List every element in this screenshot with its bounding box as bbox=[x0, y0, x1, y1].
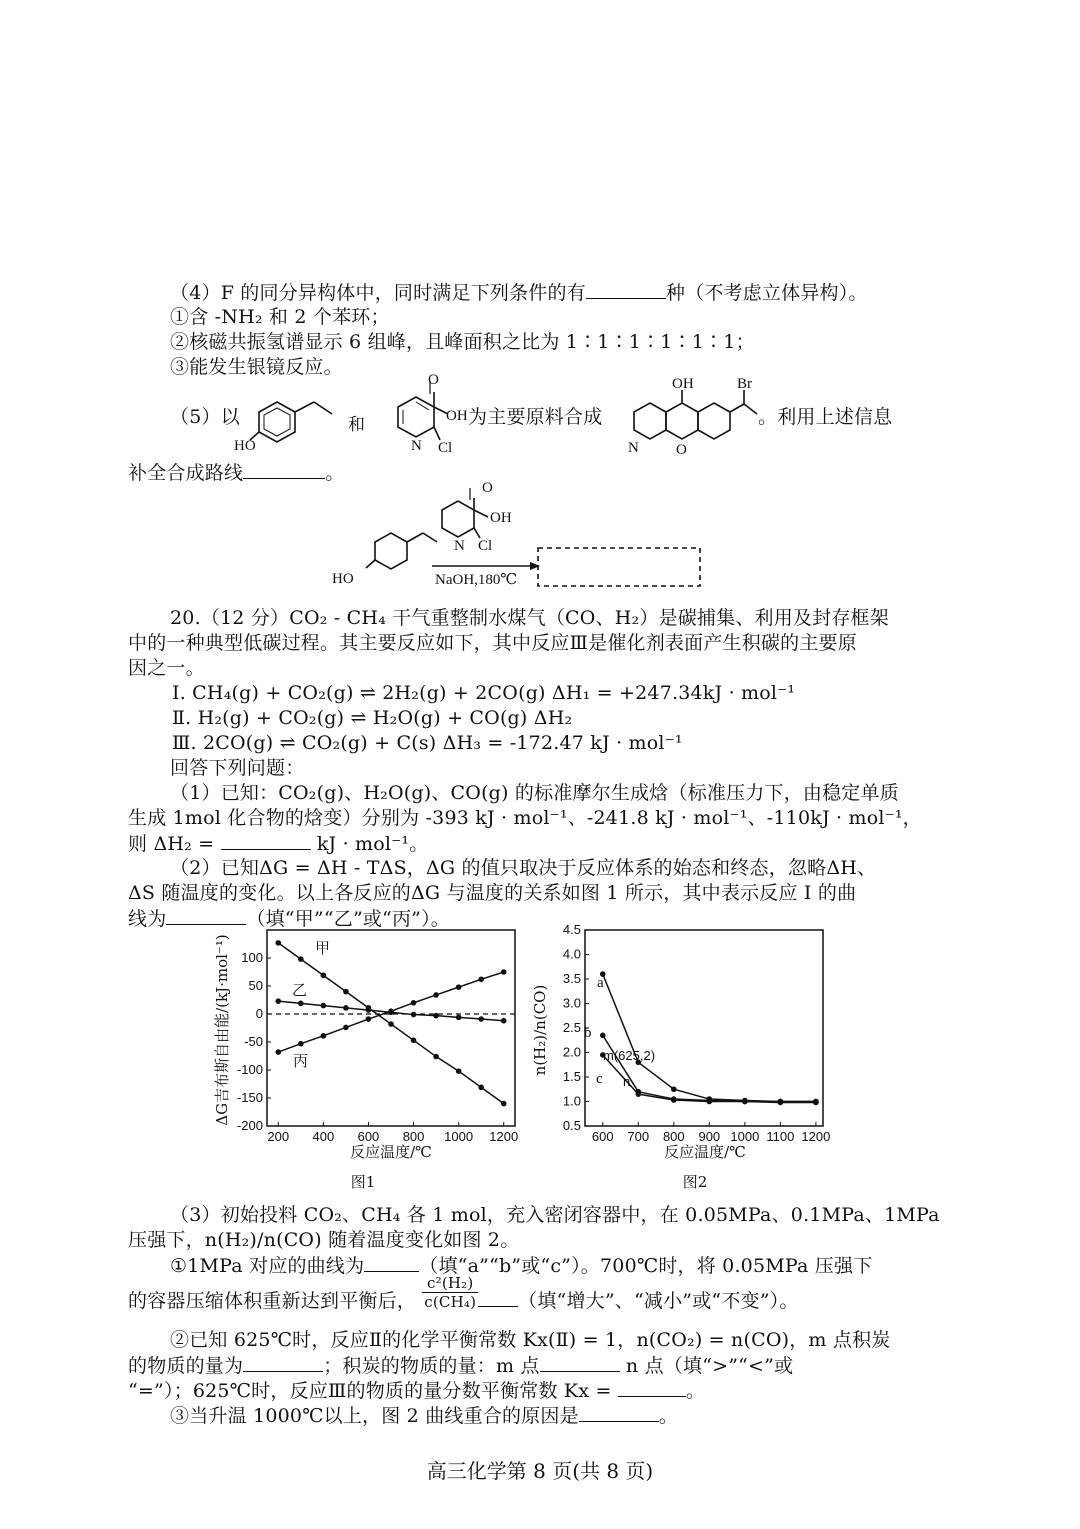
data-point-乙 bbox=[343, 1005, 349, 1011]
data-point-甲 bbox=[433, 1054, 439, 1060]
data-point-丙 bbox=[456, 984, 462, 990]
data-point-c bbox=[813, 1100, 819, 1106]
x-tick-label: 1000 bbox=[730, 1129, 760, 1144]
x-tick-label: 1200 bbox=[801, 1129, 831, 1144]
data-point-甲 bbox=[388, 1021, 394, 1027]
q4-condition-2: ②核磁共振氢谱显示 6 组峰，且峰面积之比为 1∶1∶1∶1∶1∶1； bbox=[170, 331, 755, 353]
atom-br: Br bbox=[737, 376, 752, 392]
data-point-乙 bbox=[321, 1003, 327, 1009]
data-point-乙 bbox=[501, 1018, 507, 1024]
data-point-甲 bbox=[478, 1085, 484, 1091]
fig1-title: 图1 bbox=[350, 1173, 376, 1191]
scheme-atom-n: N bbox=[454, 538, 465, 554]
answer-prompt: 回答下列问题： bbox=[170, 757, 305, 779]
q5-tail: 。利用上述信息 bbox=[758, 406, 893, 428]
y-tick-label: 2.0 bbox=[562, 1044, 581, 1060]
q4-condition-3: ③能发生银镜反应。 bbox=[170, 356, 343, 378]
y-tick-label: 3.5 bbox=[562, 971, 581, 986]
y-tick-label: -50 bbox=[244, 1034, 263, 1049]
data-point-c bbox=[707, 1099, 713, 1105]
fig1-frame bbox=[267, 930, 515, 1126]
q5-and: 和 bbox=[348, 415, 366, 435]
atom-n: N bbox=[411, 438, 422, 454]
q5-line2: 补全合成路线 。 bbox=[128, 462, 345, 484]
data-point-c bbox=[778, 1100, 784, 1106]
data-point-丙 bbox=[478, 976, 484, 982]
reaction-conditions: NaOH,180℃ bbox=[435, 572, 518, 588]
x-tick-label: 1200 bbox=[489, 1129, 519, 1144]
y-tick-label: 1.0 bbox=[562, 1093, 581, 1109]
data-point-甲 bbox=[298, 956, 304, 962]
synthesis-route-scheme bbox=[330, 480, 710, 590]
data-point-乙 bbox=[275, 998, 281, 1004]
y-tick-label: 100 bbox=[241, 950, 263, 965]
fig2-frame bbox=[585, 930, 823, 1126]
concentration-fraction: $\frac{\text{c²(H₂)}}{\text{c(CH₄)}}$ bbox=[424, 1273, 477, 1311]
p3-line-4: 的容器压缩体积重新达到平衡后， $\frac{\text{c²(H₂)}}{\text{c(CH₄)}}$ （填“增大”、“减小”或“不变”）。 bbox=[128, 1273, 799, 1312]
p1-line-1: （1）已知：CO₂(g)、H₂O(g)、CO(g) 的标准摩尔生成焓（标准压力下，由稳定单质 bbox=[170, 782, 899, 804]
x-tick-label: 800 bbox=[662, 1129, 685, 1144]
y-tick-label: 3.0 bbox=[562, 995, 581, 1011]
y-tick-label: 0.5 bbox=[562, 1118, 581, 1133]
data-point-丙 bbox=[275, 1049, 281, 1055]
figure-2-chart bbox=[531, 922, 835, 1195]
series-label-a: a bbox=[597, 975, 604, 991]
data-point-丙 bbox=[321, 1033, 327, 1039]
q20-intro-3: 因之一。 bbox=[128, 657, 205, 679]
q5-prefix: （5）以 bbox=[170, 406, 240, 428]
q5-route-blank[interactable] bbox=[243, 460, 325, 479]
data-point-乙 bbox=[478, 1016, 484, 1022]
data-point-甲 bbox=[343, 989, 349, 995]
data-point-丙 bbox=[411, 1000, 417, 1006]
x-tick-label: 1000 bbox=[444, 1129, 474, 1144]
scheme-atom-o: O bbox=[482, 480, 493, 496]
x-tick-label: 600 bbox=[591, 1129, 614, 1144]
x-tick-label: 400 bbox=[312, 1129, 335, 1144]
data-point-甲 bbox=[321, 973, 327, 979]
fig1-ylabel: ΔG吉布斯自由能/(kJ·mol⁻¹) bbox=[213, 934, 231, 1126]
data-point-甲 bbox=[411, 1038, 417, 1044]
data-point-丙 bbox=[388, 1008, 394, 1014]
fig1-xlabel: 反应温度/℃ bbox=[350, 1143, 432, 1161]
y-tick-label: 2.5 bbox=[562, 1020, 581, 1035]
p2-line-3: 线为 （填“甲”“乙”或“丙”）。 bbox=[128, 908, 450, 930]
data-point-b bbox=[600, 1033, 606, 1039]
x-tick-label: 600 bbox=[357, 1129, 380, 1144]
structure-2-chloronicotinic-acid bbox=[368, 372, 478, 457]
structure-target-product bbox=[612, 372, 762, 462]
y-tick-label: 1.5 bbox=[562, 1069, 581, 1084]
y-tick-label: -200 bbox=[236, 1118, 263, 1133]
atom-ho: HO bbox=[234, 438, 256, 454]
data-point-甲 bbox=[501, 1101, 507, 1107]
p3-curve-blank[interactable] bbox=[364, 1253, 419, 1272]
figure-1-chart bbox=[205, 925, 525, 1195]
p3-compare-blank[interactable] bbox=[540, 1353, 620, 1372]
y-tick-label: 4.5 bbox=[562, 922, 581, 937]
series-line-b bbox=[603, 1035, 816, 1101]
reaction-2: Ⅱ. H₂(g) + CO₂(g) ⇌ H₂O(g) + CO(g) ΔH₂ bbox=[172, 707, 573, 729]
atom-cl: Cl bbox=[438, 440, 453, 456]
y-tick-label: -100 bbox=[236, 1062, 263, 1077]
atom-o: O bbox=[428, 372, 439, 388]
p1-line-3: 则 ΔH₂ = kJ · mol⁻¹。 bbox=[128, 833, 429, 855]
p3-line-1: （3）初始投料 CO₂、CH₄ 各 1 mol，充入密闭容器中，在 0.05MPa、0.1MPa、1MPa bbox=[170, 1204, 940, 1226]
y-tick-label: 4.0 bbox=[562, 946, 581, 962]
data-point-丙 bbox=[366, 1016, 372, 1022]
atom-o-ring: O bbox=[676, 442, 687, 458]
x-tick-label: 900 bbox=[698, 1129, 721, 1144]
p3-line-3: ①1MPa 对应的曲线为 （填“a”“b”或“c”）。700℃时，将 0.05MPa 压强下 bbox=[170, 1255, 873, 1277]
data-point-丙 bbox=[343, 1025, 349, 1031]
p3-fraction-blank[interactable] bbox=[478, 1288, 518, 1307]
data-point-乙 bbox=[433, 1013, 439, 1019]
annotation-1: n bbox=[623, 1074, 631, 1089]
q20-intro-2: 中的一种典型低碳过程。其主要反应如下，其中反应Ⅲ是催化剂表面产生积碳的主要原 bbox=[128, 632, 857, 654]
data-point-甲 bbox=[275, 940, 281, 946]
data-point-c bbox=[742, 1099, 748, 1105]
atom-oh-2: OH bbox=[672, 376, 694, 392]
data-point-丙 bbox=[501, 969, 507, 975]
page-footer: 高三化学第 8 页(共 8 页) bbox=[426, 1459, 654, 1483]
x-tick-label: 800 bbox=[402, 1129, 425, 1144]
data-point-乙 bbox=[456, 1015, 462, 1021]
scheme-atom-oh: OH bbox=[490, 510, 512, 526]
p3-reason-blank[interactable] bbox=[579, 1403, 659, 1422]
p2-line-1: （2）已知ΔG = ΔH - TΔS，ΔG 的值只取决于反应体系的始态和终态，忽略ΔH、 bbox=[170, 857, 877, 879]
fig2-ylabel: n(H₂)/n(CO) bbox=[531, 984, 549, 1076]
reaction-3: Ⅲ. 2CO(g) ⇌ CO₂(g) + C(s) ΔH₃ = -172.47 kJ · mol⁻¹ bbox=[172, 732, 683, 754]
series-label-b: b bbox=[584, 1025, 592, 1041]
y-tick-label: 50 bbox=[248, 978, 263, 993]
p3-line-7: “=”）；625℃时，反应Ⅲ的物质的量分数平衡常数 Kx = 。 bbox=[128, 1380, 706, 1402]
data-point-丙 bbox=[298, 1041, 304, 1047]
q4-condition-1: ①含 -NH₂ 和 2 个苯环； bbox=[170, 306, 390, 328]
reaction-1: Ⅰ. CH₄(g) + CO₂(g) ⇌ 2H₂(g) + 2CO(g) ΔH₁ = +247.34kJ · mol⁻¹ bbox=[172, 682, 796, 704]
p1-line-2: 生成 1mol 化合物的焓变）分别为 -393 kJ · mol⁻¹、-241.8 kJ · mol⁻¹、-110kJ · mol⁻¹， bbox=[128, 807, 922, 829]
q4-blank[interactable] bbox=[586, 280, 666, 299]
data-point-乙 bbox=[298, 1001, 304, 1007]
x-tick-label: 700 bbox=[627, 1129, 650, 1144]
p3-kx-blank[interactable] bbox=[618, 1378, 686, 1397]
scheme-atom-cl: Cl bbox=[478, 538, 493, 554]
atom-oh: OH bbox=[446, 408, 468, 424]
p2-line-2: ΔS 随温度的变化。以上各反应的ΔG 与温度的关系如图 1 所示，其中表示反应 Ⅰ 的曲 bbox=[128, 882, 857, 904]
x-tick-label: 200 bbox=[267, 1129, 290, 1144]
p3-line-8: ③当升温 1000℃以上，图 2 曲线重合的原因是 。 bbox=[170, 1405, 679, 1427]
q4-stem: （4）F 的同分异构体中，同时满足下列条件的有 种（不考虑立体异构）。 bbox=[170, 282, 868, 304]
series-label-乙: 乙 bbox=[292, 983, 308, 999]
q20-intro-1: 20.（12 分）CO₂ - CH₄ 干气重整制水煤气（CO、H₂）是碳捕集、利用及封存框架 bbox=[170, 607, 889, 629]
data-point-乙 bbox=[411, 1012, 417, 1018]
p3-line-6: 的物质的量为 ；积炭的物质的量：m 点 n 点（填“>”“<”或 bbox=[128, 1355, 794, 1377]
p3-carbon-blank[interactable] bbox=[243, 1353, 323, 1372]
structure-4-ethylphenol bbox=[232, 390, 347, 455]
data-point-乙 bbox=[366, 1007, 372, 1013]
series-label-甲: 甲 bbox=[315, 941, 331, 957]
x-tick-label: 1100 bbox=[766, 1129, 795, 1144]
p3-line-2: 压强下，n(H₂)/n(CO) 随着温度变化如图 2。 bbox=[128, 1229, 520, 1251]
fig2-xlabel: 反应温度/℃ bbox=[664, 1143, 746, 1161]
data-point-丙 bbox=[433, 992, 439, 998]
scheme-atom-ho: HO bbox=[332, 571, 354, 587]
data-point-a bbox=[671, 1086, 677, 1092]
p3-line-5: ②已知 625℃时，反应Ⅱ的化学平衡常数 Kx(Ⅱ) = 1，n(CO₂) = n(CO)，m 点积炭 bbox=[170, 1329, 891, 1351]
p1-blank[interactable] bbox=[221, 831, 311, 850]
series-line-a bbox=[603, 974, 816, 1101]
fig2-title: 图2 bbox=[682, 1173, 708, 1191]
data-point-c bbox=[635, 1091, 641, 1097]
atom-n-ring: N bbox=[628, 440, 639, 456]
data-point-c bbox=[671, 1097, 677, 1103]
series-label-丙: 丙 bbox=[293, 1054, 309, 1070]
p2-blank[interactable] bbox=[166, 906, 246, 925]
y-tick-label: 0 bbox=[255, 1006, 263, 1021]
q5-mid: 为主要原料合成 bbox=[468, 406, 603, 428]
y-tick-label: -150 bbox=[236, 1090, 263, 1105]
data-point-甲 bbox=[456, 1068, 462, 1074]
answer-dashed-box[interactable] bbox=[538, 548, 700, 586]
series-label-c: c bbox=[596, 1071, 603, 1087]
annotation-0: m(625,2) bbox=[603, 1048, 656, 1063]
